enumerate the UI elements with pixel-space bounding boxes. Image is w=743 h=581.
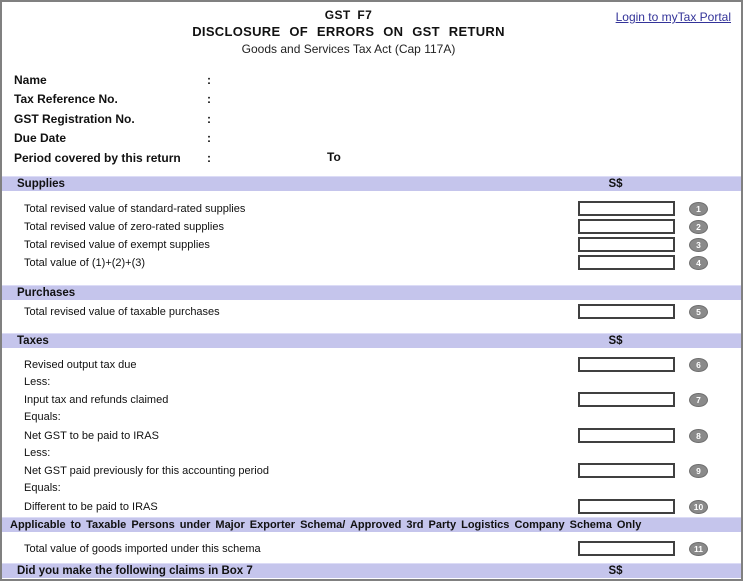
form-row-7	[2, 391, 741, 409]
box-7-input[interactable]	[578, 392, 675, 407]
field-separator: :	[207, 92, 211, 107]
field-separator: :	[207, 72, 211, 87]
box-6-number-badge: 6	[689, 358, 708, 372]
period-to-label: To	[327, 150, 341, 164]
box-4-input[interactable]	[578, 255, 675, 270]
field-separator: :	[207, 111, 211, 126]
form-row-1	[2, 200, 741, 218]
taxpayer-info	[14, 70, 741, 168]
row-10-label: Different to be paid to IRAS	[24, 500, 158, 513]
currency-header-box7: S$	[608, 564, 623, 577]
section-title-supplies: Supplies	[17, 177, 65, 190]
form-code: GST F7	[324, 8, 373, 22]
field-gst-registration-no-label: GST Registration No.	[14, 111, 135, 126]
field-gst-registration-no	[14, 109, 741, 129]
row-3-label: Total revised value of exempt supplies	[24, 238, 210, 251]
equals-label: Equals:	[24, 482, 61, 494]
field-name	[14, 70, 741, 90]
form-row-2	[2, 218, 741, 236]
form-row-6	[2, 356, 741, 374]
box-8-input[interactable]	[578, 428, 675, 443]
less-label: Less:	[24, 446, 51, 459]
section-title-taxes: Taxes	[17, 334, 49, 347]
equals-label: Equals:	[24, 411, 61, 423]
taxes-rows	[2, 348, 741, 516]
field-name-label: Name	[14, 72, 47, 87]
row-7-label: Input tax and refunds claimed	[24, 394, 169, 406]
field-period-covered	[14, 148, 741, 168]
section-bar-taxes	[2, 333, 741, 348]
field-due-date-label: Due Date	[14, 131, 67, 146]
box-6-input[interactable]	[578, 357, 675, 372]
purchases-rows	[2, 300, 741, 321]
section-bar-supplies	[2, 176, 741, 191]
form-row-8	[2, 427, 741, 445]
box-10-input[interactable]	[578, 499, 675, 514]
row-11-label: Total value of goods imported under this schema	[24, 542, 261, 555]
section-title-box7-claims: Did you make the following claims in Box 7	[17, 564, 253, 577]
form-row-9	[2, 462, 741, 480]
section-title-purchases: Purchases	[17, 286, 76, 299]
field-tax-reference-no	[14, 90, 741, 110]
box-3-number-badge: 3	[689, 238, 708, 252]
section-bar-purchases	[2, 285, 741, 300]
field-period-covered-label: Period covered by this return	[14, 150, 181, 165]
box-11-number-badge: 11	[689, 542, 708, 556]
row-8-label: Net GST to be paid to IRAS	[24, 429, 159, 442]
box-9-input[interactable]	[578, 463, 675, 478]
currency-header-taxes: S$	[608, 334, 623, 347]
form-row-11	[2, 540, 741, 558]
field-separator: :	[207, 131, 211, 146]
row-6-label: Revised output tax due	[24, 358, 137, 371]
box-2-input[interactable]	[578, 219, 675, 234]
form-row-10	[2, 498, 741, 516]
field-separator: :	[207, 150, 211, 165]
row-9-label: Net GST paid previously for this accounting period	[24, 465, 269, 477]
box-3-input[interactable]	[578, 237, 675, 252]
box-9-number-badge: 9	[689, 464, 708, 478]
box-5-input[interactable]	[578, 304, 675, 319]
form-subtitle: Goods and Services Tax Act (Cap 117A)	[241, 42, 456, 56]
box-10-number-badge: 10	[689, 500, 708, 514]
box-1-number-badge: 1	[689, 202, 708, 216]
form-title: DISCLOSURE OF ERRORS ON GST RETURN	[192, 24, 505, 39]
less-label: Less:	[24, 375, 51, 388]
box-4-number-badge: 4	[689, 256, 708, 270]
field-tax-reference-no-label: Tax Reference No.	[14, 92, 118, 107]
scheme-rows	[2, 532, 741, 558]
box-8-number-badge: 8	[689, 429, 708, 443]
box-5-number-badge: 5	[689, 305, 708, 319]
section-bar-scheme	[2, 517, 741, 532]
section-title-scheme: Applicable to Taxable Persons under Major Exporter Schema/ Approved 3rd Party Logistics Company Schema Only	[10, 518, 642, 531]
box-1-input[interactable]	[578, 201, 675, 216]
row-4-label: Total value of (1)+(2)+(3)	[24, 256, 146, 269]
row-1-label: Total revised value of standard-rated supplies	[24, 202, 246, 215]
section-bar-box7-claims	[2, 563, 741, 578]
field-due-date	[14, 129, 741, 149]
form-row-5	[2, 303, 741, 321]
row-5-label: Total revised value of taxable purchases	[24, 305, 220, 318]
box-11-input[interactable]	[578, 541, 675, 556]
box-2-number-badge: 2	[689, 220, 708, 234]
form-row-4	[2, 254, 741, 272]
row-2-label: Total revised value of zero-rated supplies	[24, 220, 224, 233]
supplies-rows	[2, 191, 741, 272]
form-header	[2, 2, 741, 56]
box-7-number-badge: 7	[689, 393, 708, 407]
currency-header-supplies: S$	[608, 177, 623, 190]
form-row-3	[2, 236, 741, 254]
login-mytax-portal-link[interactable]: Login to myTax Portal	[615, 10, 731, 24]
